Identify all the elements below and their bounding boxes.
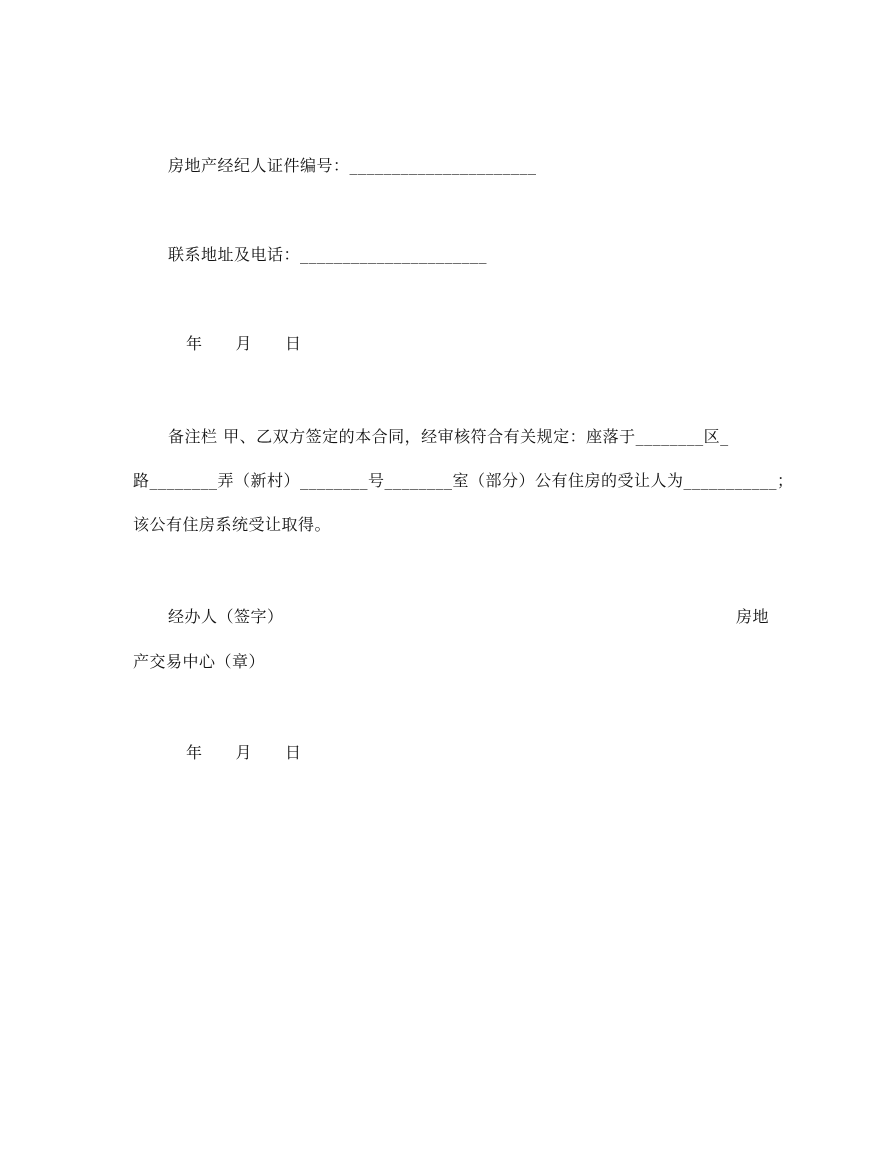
remarks-line-1: 备注栏 甲、乙双方签定的本合同，经审核符合有关规定：座落于________区_ (168, 427, 729, 446)
date-line-1: 年 月 日 (186, 334, 302, 353)
contact-address-phone-line: 联系地址及电话：______________________ (168, 245, 488, 264)
trading-center-label-part2: 产交易中心（章） (133, 652, 266, 671)
agent-certificate-number-line: 房地产经纪人证件编号：______________________ (168, 156, 537, 175)
date-line-2: 年 月 日 (186, 743, 302, 762)
remarks-line-2: 路________弄（新村）________号________室（部分）公有住房的受让人为___________； (133, 471, 794, 490)
remarks-line-3: 该公有住房系统受让取得。 (133, 515, 332, 534)
handler-signature-label: 经办人（签字） (168, 607, 284, 626)
trading-center-label-part1: 房地 (736, 607, 770, 626)
